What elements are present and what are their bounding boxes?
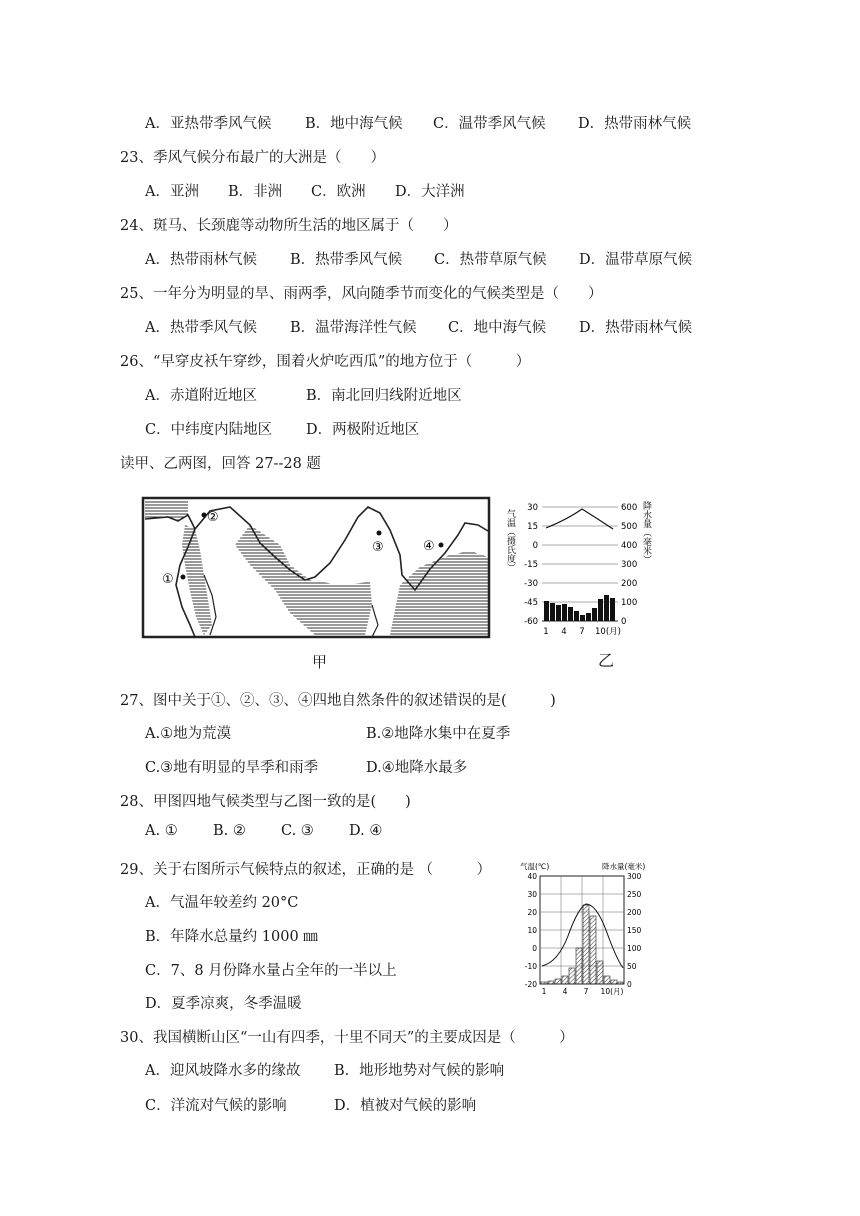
q30-option-b: B．地形地势对气候的影响 bbox=[334, 1063, 505, 1079]
q25-option-a: A．热带季风气候 bbox=[145, 320, 257, 336]
q28-option-c: C. ③ bbox=[281, 823, 314, 839]
fig29-right-tick: 300 bbox=[627, 872, 642, 881]
q30-stem: 30、我国横断山区“一山有四季，十里不同天”的主要成因是（ ） bbox=[120, 1030, 574, 1046]
marker-3: ③ bbox=[372, 540, 384, 555]
yi-precip-bars bbox=[544, 595, 615, 621]
marker-2: ② bbox=[207, 510, 219, 525]
q26-stem: 26、“早穿皮袄午穿纱，围着火炉吃西瓜”的地方位于（ ） bbox=[120, 354, 531, 370]
figure-yi-caption: 乙 bbox=[598, 651, 615, 670]
location-dot-4 bbox=[439, 543, 444, 548]
yi-right-tick: 400 bbox=[621, 541, 638, 551]
map-drawing bbox=[140, 495, 492, 645]
fig29-right-tick: 150 bbox=[627, 926, 642, 935]
q29-option-d: D．夏季凉爽，冬季温暖 bbox=[145, 996, 302, 1012]
figure-29-climate-chart bbox=[512, 858, 662, 996]
yi-x-tick: 7 bbox=[579, 627, 585, 637]
q29-option-c: C．7、8 月份降水量占全年的一半以上 bbox=[145, 963, 397, 979]
fig29-left-axis-label: 气温(℃) bbox=[520, 862, 550, 871]
yi-left-tick: -45 bbox=[524, 598, 538, 608]
marker-1: ① bbox=[162, 572, 174, 587]
q29-option-a: A．气温年较差约 20°C bbox=[145, 895, 299, 911]
q28-stem: 28、甲图四地气候类型与乙图一致的是( ) bbox=[120, 794, 411, 810]
fig29-right-tick: 100 bbox=[627, 944, 642, 953]
q29-option-b: B．年降水总量约 1000 ㎜ bbox=[145, 929, 318, 945]
fig29-x-tick: 10(月) bbox=[600, 987, 624, 996]
yi-left-tick: 30 bbox=[527, 503, 538, 513]
q27-stem: 27、图中关于①、②、③、④四地自然条件的叙述错误的是( ) bbox=[120, 693, 556, 709]
yi-right-tick: 600 bbox=[621, 503, 638, 513]
location-dot-3 bbox=[377, 531, 382, 536]
q30-option-c: C．洋流对气候的影响 bbox=[145, 1098, 287, 1114]
q29-stem: 29、关于右图所示气候特点的叙述，正确的是 （ ） bbox=[120, 862, 492, 878]
q22-option-c: C．温带季风气候 bbox=[433, 116, 546, 132]
q28-option-d: D. ④ bbox=[349, 823, 383, 839]
q25-option-c: C．地中海气候 bbox=[448, 320, 547, 336]
fig29-left-tick: -10 bbox=[524, 962, 537, 971]
fig29-left-tick: 30 bbox=[527, 890, 537, 899]
fig29-x-tick: 1 bbox=[541, 987, 547, 996]
yi-right-tick: 200 bbox=[621, 579, 638, 589]
fig29-right-tick: 250 bbox=[627, 890, 642, 899]
yi-right-axis-label: 降水量（毫米） bbox=[641, 501, 651, 564]
q28-option-a: A. ① bbox=[145, 823, 178, 839]
q23-stem: 23、季风气候分布最广的大洲是（ ） bbox=[120, 150, 385, 166]
q26-option-d: D．两极附近地区 bbox=[306, 422, 420, 438]
q22-option-a: A．亚热带季风气候 bbox=[145, 116, 272, 132]
q26-option-c: C．中纬度内陆地区 bbox=[145, 422, 273, 438]
q24-option-d: D．温带草原气候 bbox=[579, 252, 693, 268]
fig29-left-tick: 20 bbox=[527, 908, 537, 917]
yi-x-tick: 4 bbox=[561, 627, 567, 637]
fig29-x-tick: 4 bbox=[562, 987, 568, 996]
q23-option-c: C．欧洲 bbox=[311, 184, 366, 200]
yi-right-tick: 500 bbox=[621, 522, 638, 532]
yi-right-tick: 100 bbox=[621, 598, 638, 608]
q23-option-b: B．非洲 bbox=[228, 184, 283, 200]
reading-intro: 读甲、乙两图，回答 27--28 题 bbox=[120, 456, 321, 472]
yi-left-axis-label: 气温（摄氏度） bbox=[505, 509, 515, 572]
q24-option-c: C．热带草原气候 bbox=[434, 252, 547, 268]
yi-left-tick: -15 bbox=[524, 560, 538, 570]
fig29-left-tick: -20 bbox=[524, 980, 537, 989]
q27-option-a: A.①地为荒漠 bbox=[145, 726, 232, 742]
q25-option-b: B．温带海洋性气候 bbox=[290, 320, 417, 336]
marker-4: ④ bbox=[423, 539, 435, 554]
q22-option-b: B．地中海气候 bbox=[305, 116, 403, 132]
q22-option-d: D．热带雨林气候 bbox=[578, 116, 692, 132]
fig29-x-tick: 7 bbox=[583, 987, 589, 996]
figure-jia-caption: 甲 bbox=[312, 653, 328, 671]
yi-x-tick: 1 bbox=[543, 627, 549, 637]
yi-left-tick: -60 bbox=[524, 617, 538, 627]
fig29-right-tick: 200 bbox=[627, 908, 642, 917]
fig29-right-tick: 50 bbox=[627, 962, 637, 971]
q26-option-b: B．南北回归线附近地区 bbox=[306, 388, 462, 404]
q23-option-a: A．亚洲 bbox=[145, 184, 199, 200]
yi-left-tick: 0 bbox=[532, 541, 538, 551]
q27-option-d: D.④地降水最多 bbox=[366, 760, 468, 776]
yi-left-tick: 15 bbox=[527, 522, 538, 532]
q30-option-a: A．迎风坡降水多的缘故 bbox=[145, 1063, 301, 1079]
fig29-chart-svg bbox=[512, 858, 662, 996]
q24-option-b: B．热带季风气候 bbox=[290, 252, 403, 268]
q30-option-d: D．植被对气候的影响 bbox=[334, 1098, 477, 1114]
figure-yi-climate-chart bbox=[505, 495, 656, 645]
q23-option-d: D．大洋洲 bbox=[395, 184, 465, 200]
yi-x-tick: 10(月) bbox=[595, 627, 621, 637]
yi-left-tick: -30 bbox=[524, 579, 538, 589]
fig29-right-axis-label: 降水量(毫米) bbox=[602, 862, 646, 871]
fig29-left-tick: 40 bbox=[527, 872, 537, 881]
q25-option-d: D．热带雨林气候 bbox=[579, 320, 693, 336]
fig29-left-tick: 10 bbox=[527, 926, 537, 935]
yi-chart-svg bbox=[505, 495, 656, 645]
figure-jia-map bbox=[140, 495, 492, 645]
location-dot-1 bbox=[181, 575, 186, 580]
yi-right-tick: 300 bbox=[621, 560, 638, 570]
fig29-right-tick: 0 bbox=[627, 980, 632, 989]
yi-right-tick: 0 bbox=[621, 617, 627, 627]
q27-option-c: C.③地有明显的旱季和雨季 bbox=[145, 760, 319, 776]
q25-stem: 25、一年分为明显的旱、雨两季，风向随季节而变化的气候类型是（ ） bbox=[120, 286, 603, 302]
fig29-temperature-curve bbox=[542, 904, 623, 968]
q28-option-b: B. ② bbox=[213, 823, 246, 839]
q24-stem: 24、斑马、长颈鹿等动物所生活的地区属于（ ） bbox=[120, 218, 458, 234]
q24-option-a: A．热带雨林气候 bbox=[145, 252, 257, 268]
q26-option-a: A．赤道附近地区 bbox=[145, 388, 257, 404]
location-dot-2 bbox=[202, 513, 207, 518]
q27-option-b: B.②地降水集中在夏季 bbox=[366, 726, 511, 742]
fig29-left-tick: 0 bbox=[532, 944, 537, 953]
